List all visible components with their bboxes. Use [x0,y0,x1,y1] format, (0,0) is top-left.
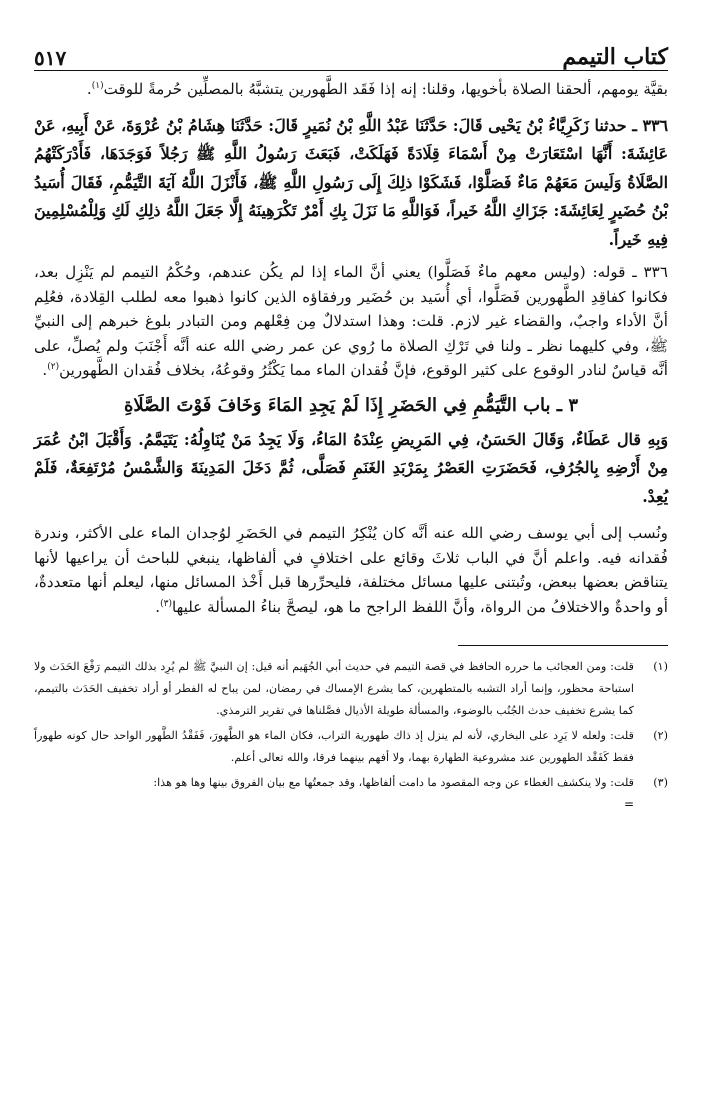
footnotes [34,656,668,811]
footnote-text: قلت: ومن العجائب ما حرره الحافظ في قصة التيمم في حديث أبي الجُهَيم أنه قيل: إن النبيَّ ﷺ لم يُرِد بذلك التيمم رَفْعَ الحَدَث ولا استباحة محظور، وإنما أراد التشبه بالمتطهرين، كما يشرع الإمساك في رمضان، لمن يباح له الفطر أو أراد تخفيف الحَدَث بالتيمم، كما يشرع تخفيف حدث الجُنُب بالوضوء، والمسألة طويلة الأذيال فصَّلناها في تقرير الترمذي. [34,660,634,717]
continuation-mark: = [623,797,634,811]
paragraph-text: ٣٣٦ ـ قوله: (وليس معهم ماءٌ فَصَلَّوا) يعني أنَّ الماء إذا لم يكُن عندهم، وحُكْمُ التيمم لم يَنْزِل بعد، فكانوا كفاقِدِ الطَّهورين فَصَلَّوا، أي أُسَيد بن حُضَير ورفقاؤه الذين كانوا ذهبوا معه لطلب القِلادة، فعُلِم أنَّ الأداء واجبٌ، والقضاء غير لازم. قلت: وهذا استدلالٌ مِن فِعْلهم ومن التبادر بلوغ خبرهم إلى النبيِّ ﷺ، وفي كليهما نظر ـ ولنا في تَرْكِ الصلاة ما رُوي عن عمر رضي الله عنه أنَّه أَجْنَبَ ولم يُصلِّ، على أنَّه قياسٌ لنادر الوقوع على كثير الوقوع، فإنَّ فُقدان الماء مما يَكْثُرُ وقوعُهُ، بخلاف فُقدان الطَّهورين [34,263,668,379]
running-title: كتاب التيمم [562,44,668,70]
footnote-item [34,725,668,769]
commentary-paragraph: ٣٣٦ ـ قوله: (وليس معهم ماءٌ فَصَلَّوا) يعني أنَّ الماء إذا لم يكُن عندهم، وحُكْمُ التيمم لم يَنْزِل بعد، فكانوا كفاقِدِ الطَّهورين فَصَلَّوا، أي أُسَيد بن حُضَير ورفقاؤه الذين كانوا ذهبوا معه لطلب القِلادة، فعُلِم أنَّ الأداء واجبٌ، والقضاء غير لازم. قلت: وهذا استدلالٌ مِن فِعْلهم ومن التبادر بلوغ خبرهم إلى النبيِّ ﷺ، وفي كليهما نظر ـ ولنا في تَرْكِ الصلاة ما رُوي عن عمر رضي الله عنه أنَّه أَجْنَبَ ولم يُصلِّ، على أنَّه قياسٌ لنادر الوقوع على كثير الوقوع، فإنَّ فُقدان الماء مما يَكْثُرُ وقوعُهُ، بخلاف فُقدان الطَّهورين$^{(٢)}$. [34,263,668,379]
footnote-item [34,772,668,794]
page-number: ٥١٧ [34,46,67,70]
footnote-item [34,656,668,722]
footnote-marker: (٣) [160,598,172,609]
hadith-text: ٣٣٦ ـ حدثنا زَكَرِيَّاءُ بْنُ يَحْيى قَالَ: حَدَّثَنَا عَبْدُ اللَّهِ بْنُ نُمَيرٍ قَالَ: حَدَّثَنَا هِشَامُ بْنُ عُرْوَةَ، عَنْ أَبِيهِ، عَنْ عَائِشَةَ: أَنَّهَا اسْتَعَارَتْ مِنْ أَسْمَاءَ قِلَادَةً فَهَلَكَتْ، فَبَعَثَ رَسُولُ اللَّهِ ﷺ رَجُلاً فَوَجَدَهَا، فَأَدْرَكَتْهُمُ الصَّلَاةُ وَلَيسَ مَعَهُمْ مَاءٌ فَصَلَّوْا، فَشَكَوْا ذلِكَ إِلَى رَسُولِ اللَّهِ ﷺ، فَأَنْزَلَ اللَّهُ آيَةَ التَّيَمُّمِ، فَقَالَ أُسَيدُ بْنُ حُضَيرٍ لِعَائِشَةَ: جَزَاكِ اللَّهُ خَيراً، فَوَاللَّهِ مَا نَزَلَ بِكِ أَمْرٌ تَكْرَهِينَهُ إِلَّا جَعَلَ اللَّهُ ذلِكِ لَكِ وَلِلْمُسْلِمِينَ فِيهِ خَيراً. [34,115,668,249]
paragraph-text: ونُسب إلى أبي يوسف رضي الله عنه أنَّه كان يُنْكِرُ التيمم في الحَضَرِ لوُجدان الماء على الأكثر، وندرة فُقدانه فيه. واعلم أنَّ في الباب ثلاثَ وقائع على اختلافٍ في ألفاظها، ينبغي للباحث أن يراعيها لأنها يتناقض بعضها ببعض، وتُبتنى عليها مسائل مختلفة، فليحرِّرها قبل أَخْذ المسائل منها، ليعلم أنها متعددةٌ، أو واحدةٌ والاختلافُ من الرواة، وأنَّ اللفظ الراجح ما هو، ليصحَّ بناءُ المسألة عليها [34,524,668,616]
footnote-number: (٢) [653,729,668,742]
paragraph-text: بقيَّة يومهم، ألحقنا الصلاة بأخويها، وقلنا: إنه إذا فَقَد الطَّهورين يتشبَّهُ بالمصلِّين حُرمةً للوقت [103,80,668,98]
footnote-number: (٣) [653,776,668,789]
chapter-text: وَبِهِ قال عَطَاءٌ، وَقَالَ الحَسَنُ، فِي المَرِيضِ عِنْدَهُ المَاءُ، وَلَا يَجِدُ مَنْ يُنَاوِلُهُ: يَتَيَمَّمُ. وَأَقْبَلَ ابْنُ عُمَرَ مِنْ أَرْضِهِ بِالجُرُفِ، فَحَضَرَتِ العَصْرُ بِمَرْبَدِ الغَنَمِ فَصَلَّى، ثُمَّ دَخَلَ المَدِينَةَ وَالشَّمْسُ مُرْتَفِعَةٌ، فَلَمْ يُعِدْ. [34,429,668,506]
commentary-paragraph: ونُسب إلى أبي يوسف رضي الله عنه أنَّه كان يُنْكِرُ التيمم في الحَضَرِ لوُجدان الماء على الأكثر، وندرة فُقدانه فيه. واعلم أنَّ في الباب ثلاثَ وقائع على اختلافٍ في ألفاظها، ينبغي للباحث أن يراعيها لأنها يتناقض بعضها ببعض، وتُبتنى عليها مسائل مختلفة، فليحرِّرها قبل أَخْذ المسائل منها، ليعلم أنها متعددةٌ، أو واحدةٌ والاختلافُ من الرواة، وأنَّ اللفظ الراجح ما هو، ليصحَّ بناءُ المسألة عليها$^{(٣)}$. [34,524,668,616]
footnote-separator [458,645,668,646]
footnote-text: قلت: ولعله لا يَرِد على البخاري، لأنه لم ينزل إذ ذاك طهورية التراب، فكان الماء هو الطَّهورَ، فَفَقْدُ الطَّهور الواحد حال كونه طهوراً فقط كَفَقْد الطهورين عند مشروعية الطهارة بهما، ولا أفهم بينهما فرقا، والله تعالى أعلم. [34,729,634,764]
footnote-number: (١) [653,660,668,673]
book-page [34,30,668,1087]
footnote-marker: (٢) [47,361,60,372]
paragraph-continuation: بقيَّة يومهم، ألحقنا الصلاة بأخويها، وقلنا: إنه إذا فَقَد الطَّهورين يتشبَّهُ بالمصلِّين حُرمةً للوقت$^{(١)}$. [86,80,668,98]
chapter-heading: ٣ ـ باب التَّيَمُّمِ فِي الحَضَرِ إِذَا لَمْ يَجِدِ المَاءَ وَخَافَ فَوْتَ الصَّلَاةِ [123,394,579,416]
page-header [34,30,668,71]
footnote-marker: (١) [91,80,104,91]
page-body [34,77,668,811]
footnote-text: قلت: ولا ينكشف الغطاء عن وجه المقصود ما دامت ألفاظها، وقد جمعتُها مع بيان الفروق بينها وها هو هذا: [153,776,634,789]
